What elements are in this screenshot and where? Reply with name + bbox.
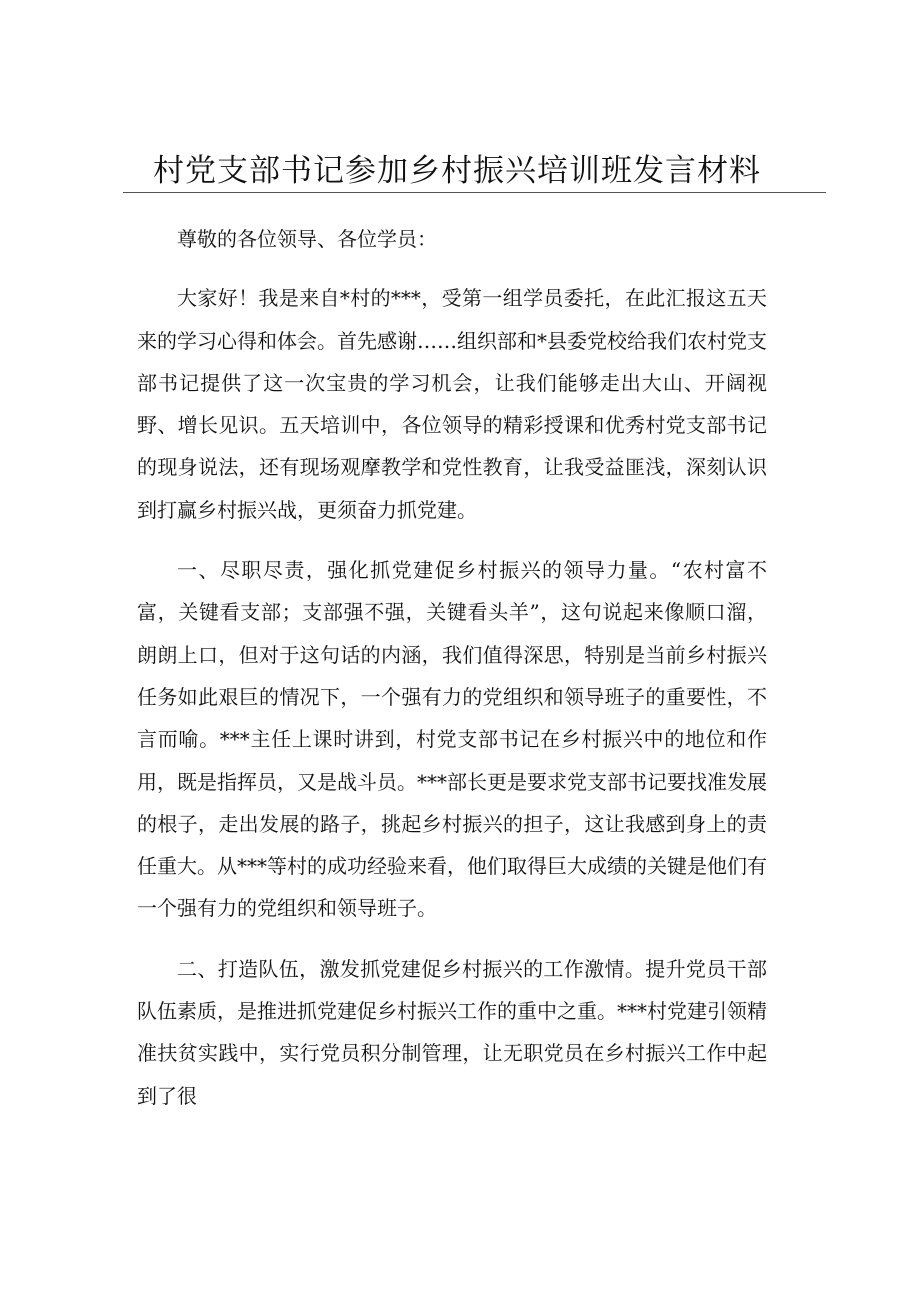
paragraph-intro: 大家好！我是来自*村的***，受第一组学员委托，在此汇报这五天来的学习心得和体会。首先感谢……组织部和*县委党校给我们农村党支部书记提供了这一次宝贵的学习机会，让我们能够走出大山、开阔视野、增长见识。五天培训中，各位领导的精彩授课和优秀村党支部书记的现身说法，还有现场观摩教学和党性教育，让我受益匪浅，深刻认识到打赢乡村振兴战，更须奋力抓党建。: [137, 286, 767, 522]
paragraph-section-two: 二、打造队伍，激发抓党建促乡村振兴的工作激情。提升党员干部队伍素质，是推进抓党建促乡村振兴工作的重中之重。***村党建引领精准扶贫实践中，实行党员积分制管理，让无职党员在乡村振兴工作中起到了很: [137, 956, 767, 1108]
document-body: [137, 218, 767, 1117]
greeting: 尊敬的各位领导、各位学员：: [177, 227, 437, 251]
document-title: 村党支部书记参加乡村振兴培训班发言材料: [153, 153, 761, 189]
title-block: [123, 150, 826, 193]
paragraph-section-one: 一、尽职尽责，强化抓党建促乡村振兴的领导力量。“农村富不富，关键看支部；支部强不强，关键看头羊”，这句说起来像顺口溜，朗朗上口，但对于这句话的内涵，我们值得深思，特别是当前乡村振兴任务如此艰巨的情况下，一个强有力的党组织和领导班子的重要性，不言而喻。***主任上课时讲到，村党支部书记在乡村振兴中的地位和作用，既是指挥员，又是战斗员。***部长更是要求党支部书记要找准发展的根子，走出发展的路子，挑起乡村振兴的担子，这让我感到身上的责任重大。从***等村的成功经验来看，他们取得巨大成绩的关键是他们有一个强有力的党组织和领导班子。: [137, 558, 767, 921]
